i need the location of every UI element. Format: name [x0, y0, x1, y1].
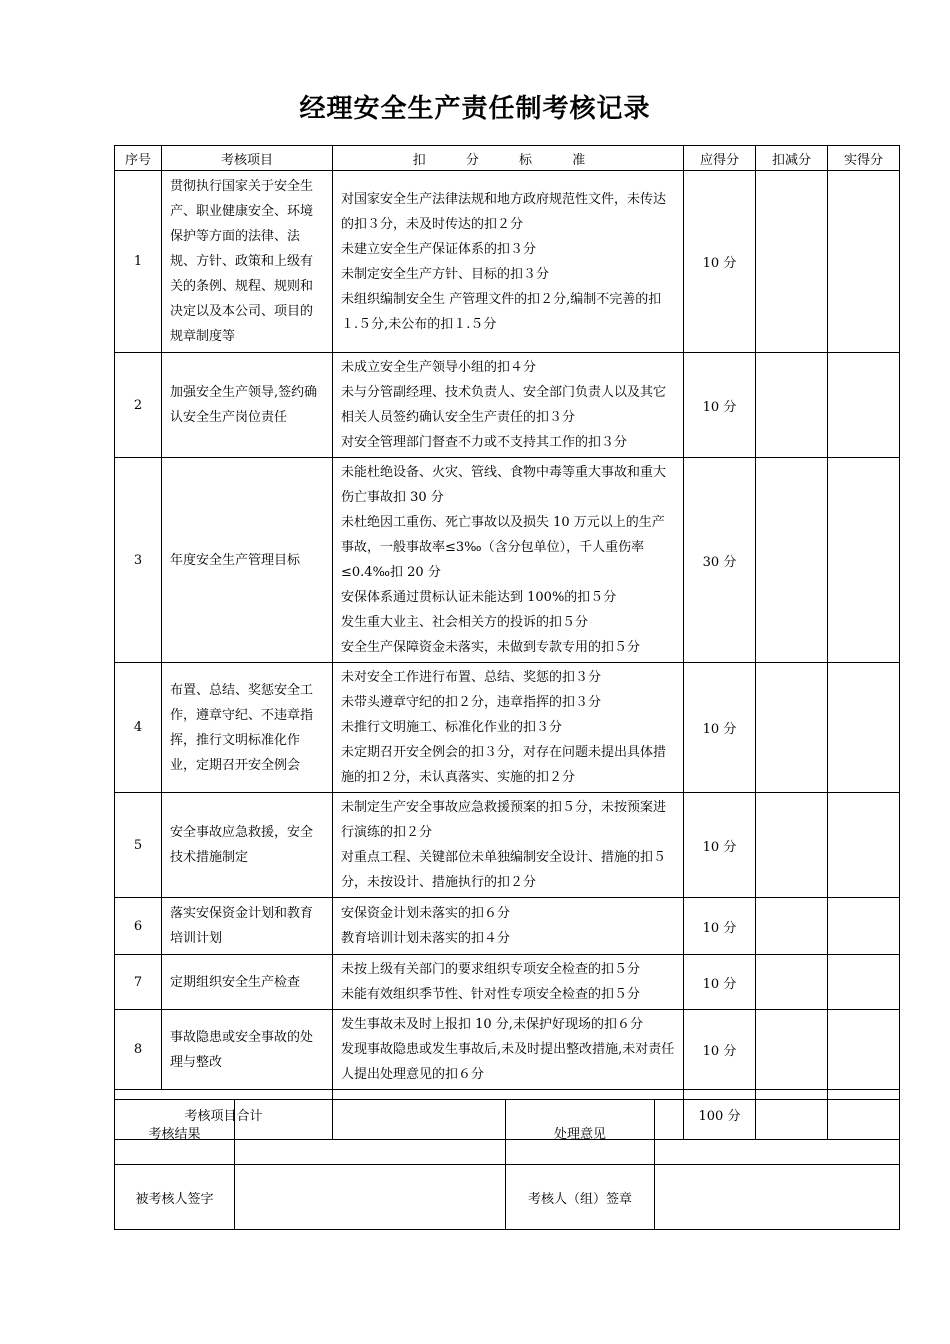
standard-line: 教育培训计划未落实的扣４分	[341, 931, 511, 946]
row-standard	[333, 663, 684, 793]
page-title: 经理安全生产责任制考核记录	[299, 94, 651, 124]
header-item: 考核项目	[162, 146, 333, 171]
row-due: 10 分	[684, 793, 756, 898]
header-deduct: 扣减分	[756, 146, 828, 171]
row-standard	[333, 458, 684, 663]
table-row	[115, 793, 900, 898]
row-item: 定期组织安全生产检查	[162, 955, 333, 1010]
row-standard	[333, 955, 684, 1010]
row-actual-cell[interactable]	[828, 898, 900, 955]
standard-line: 未组织编制安全生 产管理文件的扣２分,编制不完善的扣１.５分,未公布的扣１.５分	[341, 291, 662, 332]
row-due: 10 分	[684, 171, 756, 353]
table-row	[115, 898, 900, 955]
row-standard	[333, 171, 684, 353]
row-seq: 1	[115, 171, 162, 353]
footer-row-result	[115, 1100, 900, 1165]
row-actual-cell[interactable]	[828, 793, 900, 898]
standard-line: 未推行文明施工、标准化作业的扣３分	[341, 720, 563, 735]
opinion-label: 处理意见	[506, 1100, 655, 1165]
row-actual-cell[interactable]	[828, 171, 900, 353]
standard-line: 对安全管理部门督查不力或不支持其工作的扣３分	[341, 435, 628, 450]
total-due: 100 分	[684, 1090, 756, 1140]
table-row	[115, 663, 900, 793]
row-due: 30 分	[684, 458, 756, 663]
row-item: 落实安保资金计划和教育培训计划	[162, 898, 333, 955]
row-standard	[333, 898, 684, 955]
table-header-row	[115, 146, 900, 171]
row-item: 布置、总结、奖惩安全工作，遵章守纪、不违章指挥，推行文明标准化作业，定期召开安全例会	[162, 663, 333, 793]
footer-row-signature	[115, 1165, 900, 1230]
row-item: 事故隐患或安全事故的处理与整改	[162, 1010, 333, 1090]
header-seq: 序号	[115, 146, 162, 171]
row-deduct-cell[interactable]	[756, 458, 828, 663]
standard-line: 发生事故未及时上报扣 10 分,未保护好现场的扣６分	[341, 1017, 643, 1032]
standard-line: 未对安全工作进行布置、总结、奖惩的扣３分	[341, 670, 602, 685]
standard-line: 对国家安全生产法律法规和地方政府规范性文件，未传达的扣３分，未及时传达的扣２分	[341, 191, 667, 232]
row-deduct-cell[interactable]	[756, 1010, 828, 1090]
standard-line: 未按上级有关部门的要求组织专项安全检查的扣５分	[341, 962, 641, 977]
table-row	[115, 171, 900, 353]
row-due: 10 分	[684, 898, 756, 955]
row-deduct-cell[interactable]	[756, 955, 828, 1010]
row-seq: 6	[115, 898, 162, 955]
standard-line: 安全生产保障资金未落实，未做到专款专用的扣５分	[341, 640, 641, 655]
row-due: 10 分	[684, 1010, 756, 1090]
row-due: 10 分	[684, 955, 756, 1010]
result-field[interactable]	[235, 1100, 506, 1165]
row-seq: 3	[115, 458, 162, 663]
row-seq: 8	[115, 1010, 162, 1090]
standard-line: 安保体系通过贯标认证未能达到 100%的扣５分	[341, 590, 617, 605]
standard-line: 未制定生产安全事故应急救援预案的扣５分，未按预案进行演练的扣２分	[341, 800, 667, 840]
table-row	[115, 1010, 900, 1090]
header-actual: 实得分	[828, 146, 900, 171]
row-seq: 5	[115, 793, 162, 898]
standard-line: 未能有效组织季节性、针对性专项安全检查的扣５分	[341, 987, 641, 1002]
standard-line: 未定期召开安全例会的扣３分，对存在问题未提出具体措施的扣２分，未认真落实、实施的扣２分	[341, 745, 667, 785]
row-deduct-cell[interactable]	[756, 353, 828, 458]
row-deduct-cell[interactable]	[756, 663, 828, 793]
result-label: 考核结果	[115, 1100, 235, 1165]
assessor-label: 考核人（组）签章	[506, 1165, 655, 1230]
row-item: 年度安全生产管理目标	[162, 458, 333, 663]
assessment-table	[114, 145, 900, 1140]
standard-line: 未带头遵章守纪的扣２分，违章指挥的扣３分	[341, 695, 602, 710]
row-due: 10 分	[684, 353, 756, 458]
standard-line: 未能杜绝设备、火灾、管线、食物中毒等重大事故和重大伤亡事故扣 30 分	[341, 465, 667, 505]
table-row	[115, 955, 900, 1010]
standard-line: 未建立安全生产保证体系的扣３分	[341, 241, 537, 257]
standard-line: 未杜绝因工重伤、死亡事故以及损失 10 万元以上的生产事故，一般事故率≤3‰（含分包单位），千人重伤率≤0.4‰扣 20 分	[341, 515, 665, 580]
standard-line: 未与分管副经理、技术负责人、安全部门负责人以及其它相关人员签约确认安全生产责任的扣３分	[341, 385, 667, 425]
assessor-signature-field[interactable]	[655, 1165, 900, 1230]
assessee-signature-field[interactable]	[235, 1165, 506, 1230]
row-item: 贯彻执行国家关于安全生产、职业健康安全、环境保护等方面的法律、法规、方针、政策和上级有关的条例、规程、规则和决定以及本公司、项目的规章制度等	[162, 171, 333, 353]
total-label: 考核项目合计	[115, 1090, 333, 1140]
row-seq: 7	[115, 955, 162, 1010]
row-actual-cell[interactable]	[828, 1010, 900, 1090]
footer-table	[114, 1099, 900, 1230]
row-actual-cell[interactable]	[828, 458, 900, 663]
row-deduct-cell[interactable]	[756, 793, 828, 898]
row-seq: 2	[115, 353, 162, 458]
assessee-label: 被考核人签字	[115, 1165, 235, 1230]
opinion-field[interactable]	[655, 1100, 900, 1165]
header-due: 应得分	[684, 146, 756, 171]
row-item: 加强安全生产领导,签约确认安全生产岗位责任	[162, 353, 333, 458]
table-row	[115, 353, 900, 458]
row-due: 10 分	[684, 663, 756, 793]
standard-line: 未成立安全生产领导小组的扣４分	[341, 360, 537, 375]
row-deduct-cell[interactable]	[756, 171, 828, 353]
row-actual-cell[interactable]	[828, 955, 900, 1010]
row-actual-cell[interactable]	[828, 663, 900, 793]
header-standard: 扣 分 标 准	[333, 146, 684, 171]
row-deduct-cell[interactable]	[756, 898, 828, 955]
standard-line: 未制定安全生产方针、目标的扣３分	[341, 266, 550, 282]
row-standard	[333, 793, 684, 898]
standard-line: 安保资金计划未落实的扣６分	[341, 906, 511, 921]
table-row	[115, 458, 900, 663]
standard-line: 发现事故隐患或发生事故后,未及时提出整改措施,未对责任人提出处理意见的扣６分	[341, 1042, 675, 1082]
standard-line: 发生重大业主、社会相关方的投诉的扣５分	[341, 615, 589, 630]
row-standard	[333, 353, 684, 458]
row-item: 安全事故应急救援，安全技术措施制定	[162, 793, 333, 898]
row-seq: 4	[115, 663, 162, 793]
row-standard	[333, 1010, 684, 1090]
row-actual-cell[interactable]	[828, 353, 900, 458]
standard-line: 对重点工程、关键部位未单独编制安全设计、措施的扣５分，未按设计、措施执行的扣２分	[341, 850, 667, 890]
